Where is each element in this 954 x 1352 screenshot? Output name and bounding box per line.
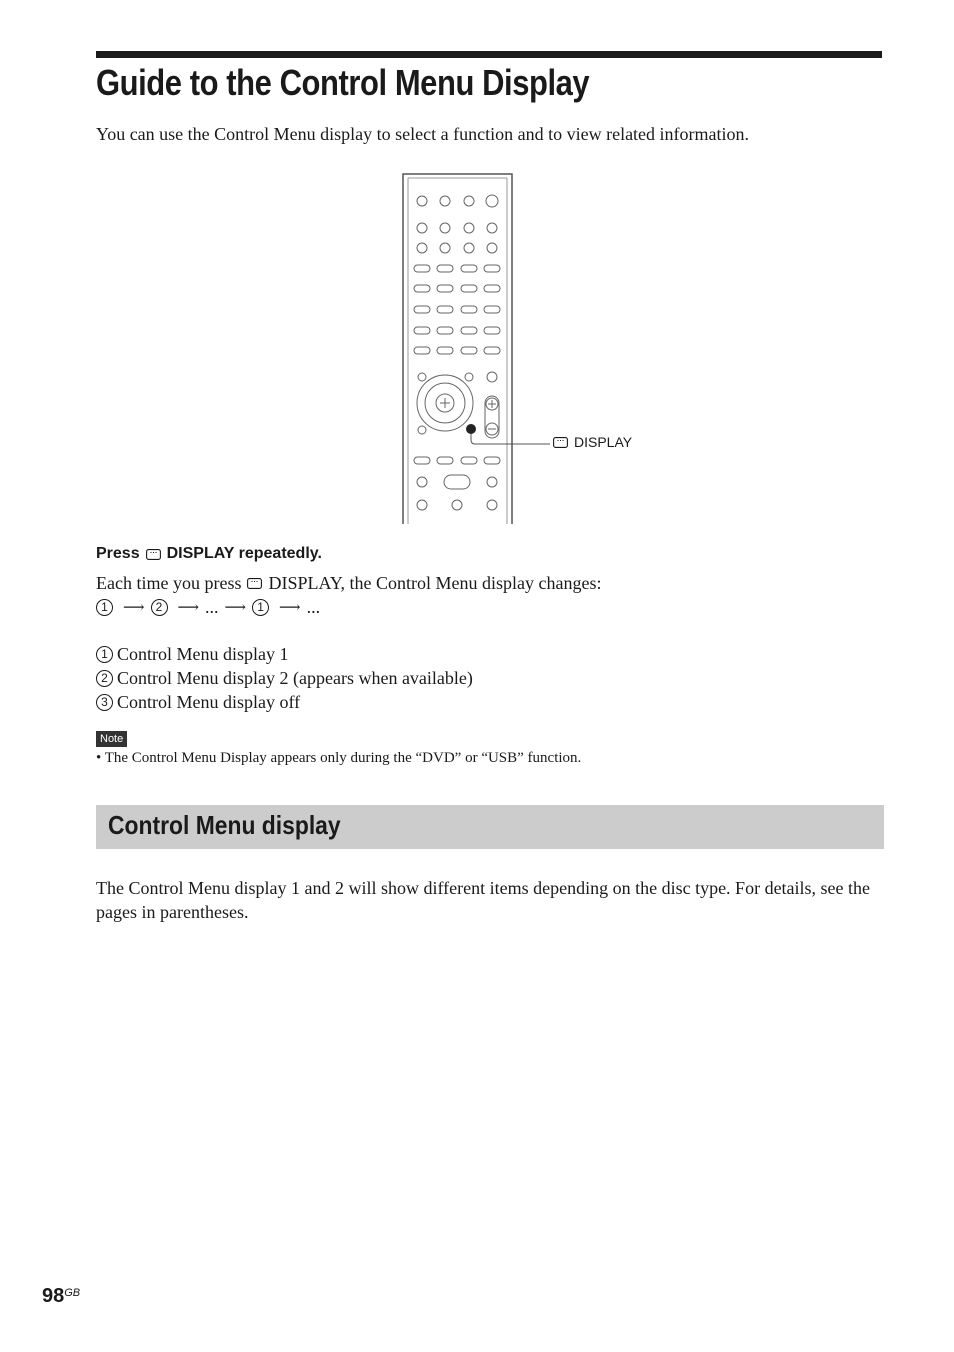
instruction-body	[96, 573, 601, 594]
body-pre: Each time you press	[96, 573, 242, 593]
note-text: • The Control Menu Display appears only during the “DVD” or “USB” function.	[96, 750, 582, 766]
item-text: Control Menu display 2 (appears when available)	[117, 668, 473, 688]
list-item	[96, 692, 300, 713]
section-body: The Control Menu display 1 and 2 will show different items depending on the disc type. For details, see the pages in parentheses.	[96, 878, 871, 922]
seq-number: 1	[96, 599, 113, 616]
item-text: Control Menu display off	[117, 692, 301, 712]
body-post: DISPLAY, the Control Menu display changes:	[268, 573, 602, 593]
arrow-right-icon: ⟶	[177, 600, 200, 616]
top-rule	[96, 51, 882, 58]
sequence-line	[96, 597, 320, 618]
list-item	[96, 644, 289, 665]
item-text: Control Menu display 1	[117, 644, 289, 664]
item-number: 3	[96, 694, 113, 711]
display-icon	[146, 549, 161, 560]
section-title: Control Menu display	[108, 810, 341, 840]
display-button-callout	[553, 434, 632, 450]
step-pre: Press	[96, 545, 140, 562]
step-post: DISPLAY repeatedly.	[166, 545, 322, 562]
display-icon	[247, 578, 262, 589]
list-item	[96, 668, 473, 689]
seq-number: 1	[252, 599, 269, 616]
callout-label-text: DISPLAY	[574, 434, 633, 450]
page-title: Guide to the Control Menu Display	[96, 62, 590, 103]
seq-number: 2	[151, 599, 168, 616]
page-suffix: GB	[64, 1287, 81, 1299]
seq-ellipsis: ...	[205, 597, 219, 617]
item-number: 1	[96, 646, 113, 663]
step-heading	[96, 545, 322, 563]
seq-ellipsis: ...	[306, 597, 321, 617]
page-number-value: 98	[42, 1285, 65, 1307]
intro-text: You can use the Control Menu display to select a function and to view related information.	[96, 124, 750, 144]
display-icon	[553, 437, 568, 448]
item-number: 2	[96, 670, 113, 687]
arrow-right-icon: ⟶	[279, 600, 301, 616]
page-number	[42, 1285, 80, 1308]
section-header	[96, 805, 884, 849]
arrow-right-icon: ⟶	[123, 600, 145, 616]
note-tag: Note	[96, 731, 127, 747]
arrow-right-icon: ⟶	[224, 600, 247, 616]
remote-control-illustration	[400, 172, 660, 524]
